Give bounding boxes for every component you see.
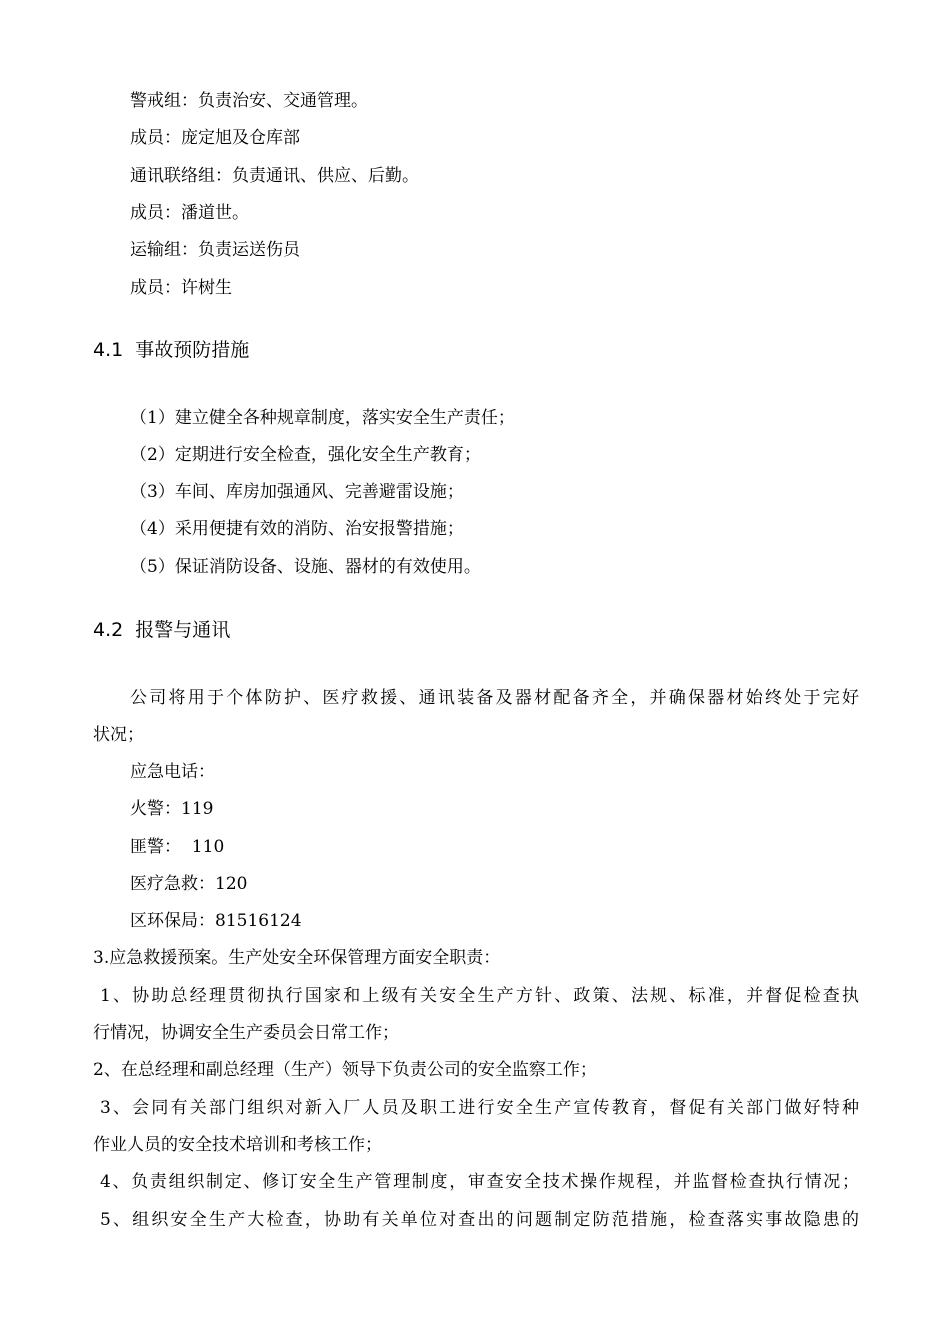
duty-item-5-line: 5、组织安全生产大检查，协助有关单位对查出的问题制定防范措施，检查落实事故隐患的 (100, 1210, 859, 1230)
prevention-item: （4）采用便捷有效的消防、治安报警措施； (130, 519, 464, 539)
alert-group-members: 成员：庞定旭及仓库部 (130, 128, 300, 148)
equipment-paragraph-line: 公司将用于个体防护、医疗救援、通讯装备及器材配备齐全，并确保器材始终处于完好 (130, 688, 859, 708)
duty-item-3-line: 作业人员的安全技术培训和考核工作； (93, 1135, 382, 1155)
prevention-item: （5）保证消防设备、设施、器材的有效使用。 (130, 557, 481, 577)
section-number: 4.2 (93, 619, 124, 641)
duty-item-4: 4、负责组织制定、修订安全生产管理制度，审查安全技术操作规程，并监督检查执行情况； (100, 1172, 859, 1192)
duty-item-1-line: 1、协助总经理贯彻执行国家和上级有关安全生产方针、政策、法规、标准，并督促检查执 (100, 986, 859, 1006)
phone-fire: 火警：119 (130, 799, 214, 819)
prevention-item: （2）定期进行安全检查，强化安全生产教育； (130, 445, 481, 465)
transport-group-members: 成员：许树生 (130, 278, 232, 298)
comms-group-line: 通讯联络组：负责通讯、供应、后勤。 (130, 166, 419, 186)
section-4-2-heading (93, 617, 230, 643)
prevention-item: （1）建立健全各种规章制度，落实安全生产责任； (130, 408, 515, 428)
comms-group-members: 成员：潘道世。 (130, 203, 249, 223)
transport-group-line: 运输组：负责运送伤员 (130, 240, 300, 260)
phone-medical: 医疗急救：120 (130, 874, 248, 894)
equipment-paragraph-line: 状况； (93, 725, 144, 745)
duty-item-1-line: 行情况，协调安全生产委员会日常工作； (93, 1023, 399, 1043)
emergency-phone-label: 应急电话： (130, 762, 215, 782)
section-number: 4.1 (93, 339, 124, 361)
duty-item-2: 2、在总经理和副总经理（生产）领导下负责公司的安全监察工作； (93, 1060, 597, 1080)
alert-group-line: 警戒组：负责治安、交通管理。 (130, 91, 368, 111)
prevention-item: （3）车间、库房加强通风、完善避雷设施； (130, 482, 464, 502)
section-title: 报警与通讯 (135, 619, 231, 641)
section-title: 事故预防措施 (135, 339, 250, 361)
duty-item-3-line: 3、会同有关部门组织对新入厂人员及职工进行安全生产宣传教育，督促有关部门做好特种 (100, 1098, 859, 1118)
phone-police: 匪警： 110 (130, 837, 225, 857)
phone-environment-bureau: 区环保局：81516124 (130, 911, 302, 931)
plan-heading: 3.应急救援预案。生产处安全环保管理方面安全职责： (93, 948, 501, 968)
section-4-1-heading (93, 337, 249, 363)
